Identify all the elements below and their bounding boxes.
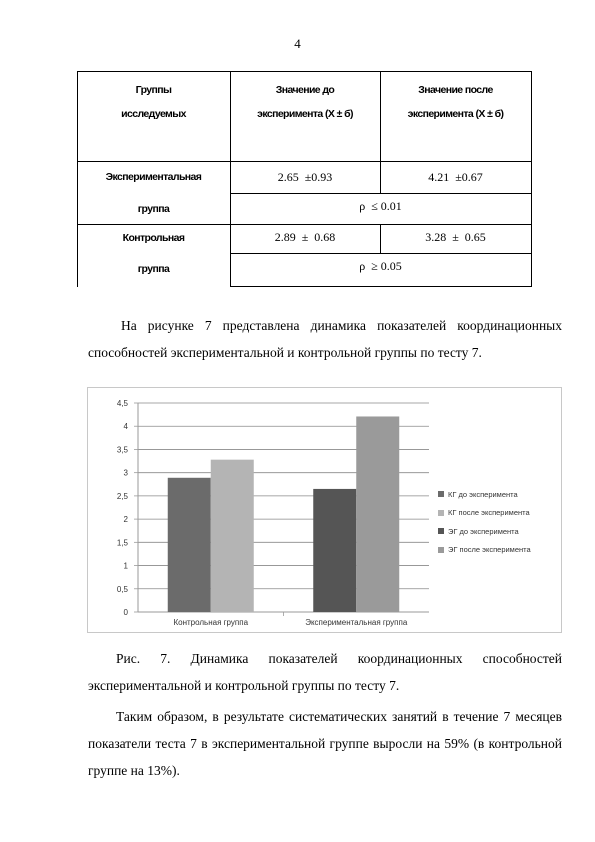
page-number: 4 (294, 36, 301, 51)
cell-control-before: 2.89 ± 0.68 (274, 230, 336, 244)
y-tick-label: 4 (123, 422, 128, 432)
y-tick-label: 3 (123, 468, 128, 478)
paragraph-intro (88, 312, 562, 366)
cell-experimental-before: 2.65 ±0.93 (277, 170, 333, 184)
legend-label: КГ до эксперимента (448, 489, 518, 499)
legend-item (438, 485, 558, 504)
paragraph-intro-line2: способностей экспериментальной и контрольной группы по тесту 7. (88, 345, 482, 360)
row-label-control-line1: Контрольная (122, 232, 185, 244)
bar-chart (87, 387, 562, 633)
header-before-line1: Значение до (275, 84, 335, 96)
row-label-experimental (77, 171, 230, 183)
header-groups-line2: исследуемых (121, 108, 186, 120)
paragraph-conclusion (88, 703, 562, 784)
legend-swatch (438, 528, 444, 534)
header-groups (77, 78, 230, 126)
header-before (230, 78, 380, 126)
cell-experimental-after: 4.21 ±0.67 (428, 170, 483, 184)
y-tick-label: 0 (123, 608, 128, 617)
cell-control-significance: ρ ≥ 0.05 (359, 259, 402, 273)
chart-legend (438, 485, 558, 559)
cell-control-after: 3.28 ± 0.65 (425, 230, 486, 244)
row-label-experimental-line1: Экспериментальная (105, 171, 202, 183)
paragraph-intro-line1: На рисунке 7 представлена динамика показателей координационных (121, 318, 562, 333)
legend-label: ЭГ после эксперимента (448, 545, 531, 555)
row-label-control-line2: группа (137, 263, 170, 275)
x-tick-label: Контрольная группа (173, 618, 249, 627)
legend-swatch (438, 491, 444, 497)
bar-control-before (168, 478, 211, 612)
bar-experimental-before (313, 489, 356, 612)
legend-label: КГ после эксперимента (448, 508, 530, 518)
row-label-control-2 (77, 263, 230, 275)
results-table (77, 71, 532, 287)
figure-caption-line2: экспериментальной и контрольной группы по тесту 7. (88, 678, 400, 693)
row-label-experimental-2 (77, 203, 230, 215)
figure-caption-line1: Рис. 7. Динамика показателей координационных способностей (116, 651, 562, 666)
y-tick-label: 1,5 (116, 538, 128, 548)
header-before-line2: эксперимента (X ± б) (257, 108, 353, 120)
header-after-line1: Значение после (418, 84, 493, 96)
row-label-control (77, 232, 230, 244)
header-after-line2: эксперимента (X ± б) (407, 108, 504, 120)
row-label-experimental-line2: группа (137, 203, 170, 215)
header-groups-line1: Группы (135, 84, 172, 96)
y-tick-label: 0,5 (116, 584, 128, 594)
y-tick-label: 2,5 (116, 491, 128, 501)
legend-swatch (438, 510, 444, 516)
figure-caption (88, 645, 562, 699)
legend-item (438, 522, 558, 541)
x-tick-label: Экспериментальная группа (305, 618, 408, 627)
bar-control-after (211, 460, 254, 612)
legend-label: ЭГ до эксперимента (448, 526, 519, 536)
paragraph-conclusion-line1: Таким образом, в результате систематических занятий в течение 7 месяцев (116, 709, 562, 724)
legend-item (438, 541, 558, 560)
y-tick-label: 4,5 (116, 399, 128, 408)
y-tick-label: 3,5 (116, 445, 128, 455)
paragraph-conclusion-line3: группе на 13%). (88, 763, 180, 778)
paragraph-conclusion-line2: показатели теста 7 в экспериментальной группе выросли на 59% (в контрольной (88, 736, 562, 751)
cell-experimental-significance: ρ ≤ 0.01 (359, 199, 402, 213)
legend-item (438, 504, 558, 523)
legend-swatch (438, 547, 444, 553)
header-after (380, 78, 531, 126)
y-tick-label: 1 (123, 561, 128, 571)
bar-experimental-after (356, 416, 399, 612)
y-tick-label: 2 (123, 515, 128, 525)
